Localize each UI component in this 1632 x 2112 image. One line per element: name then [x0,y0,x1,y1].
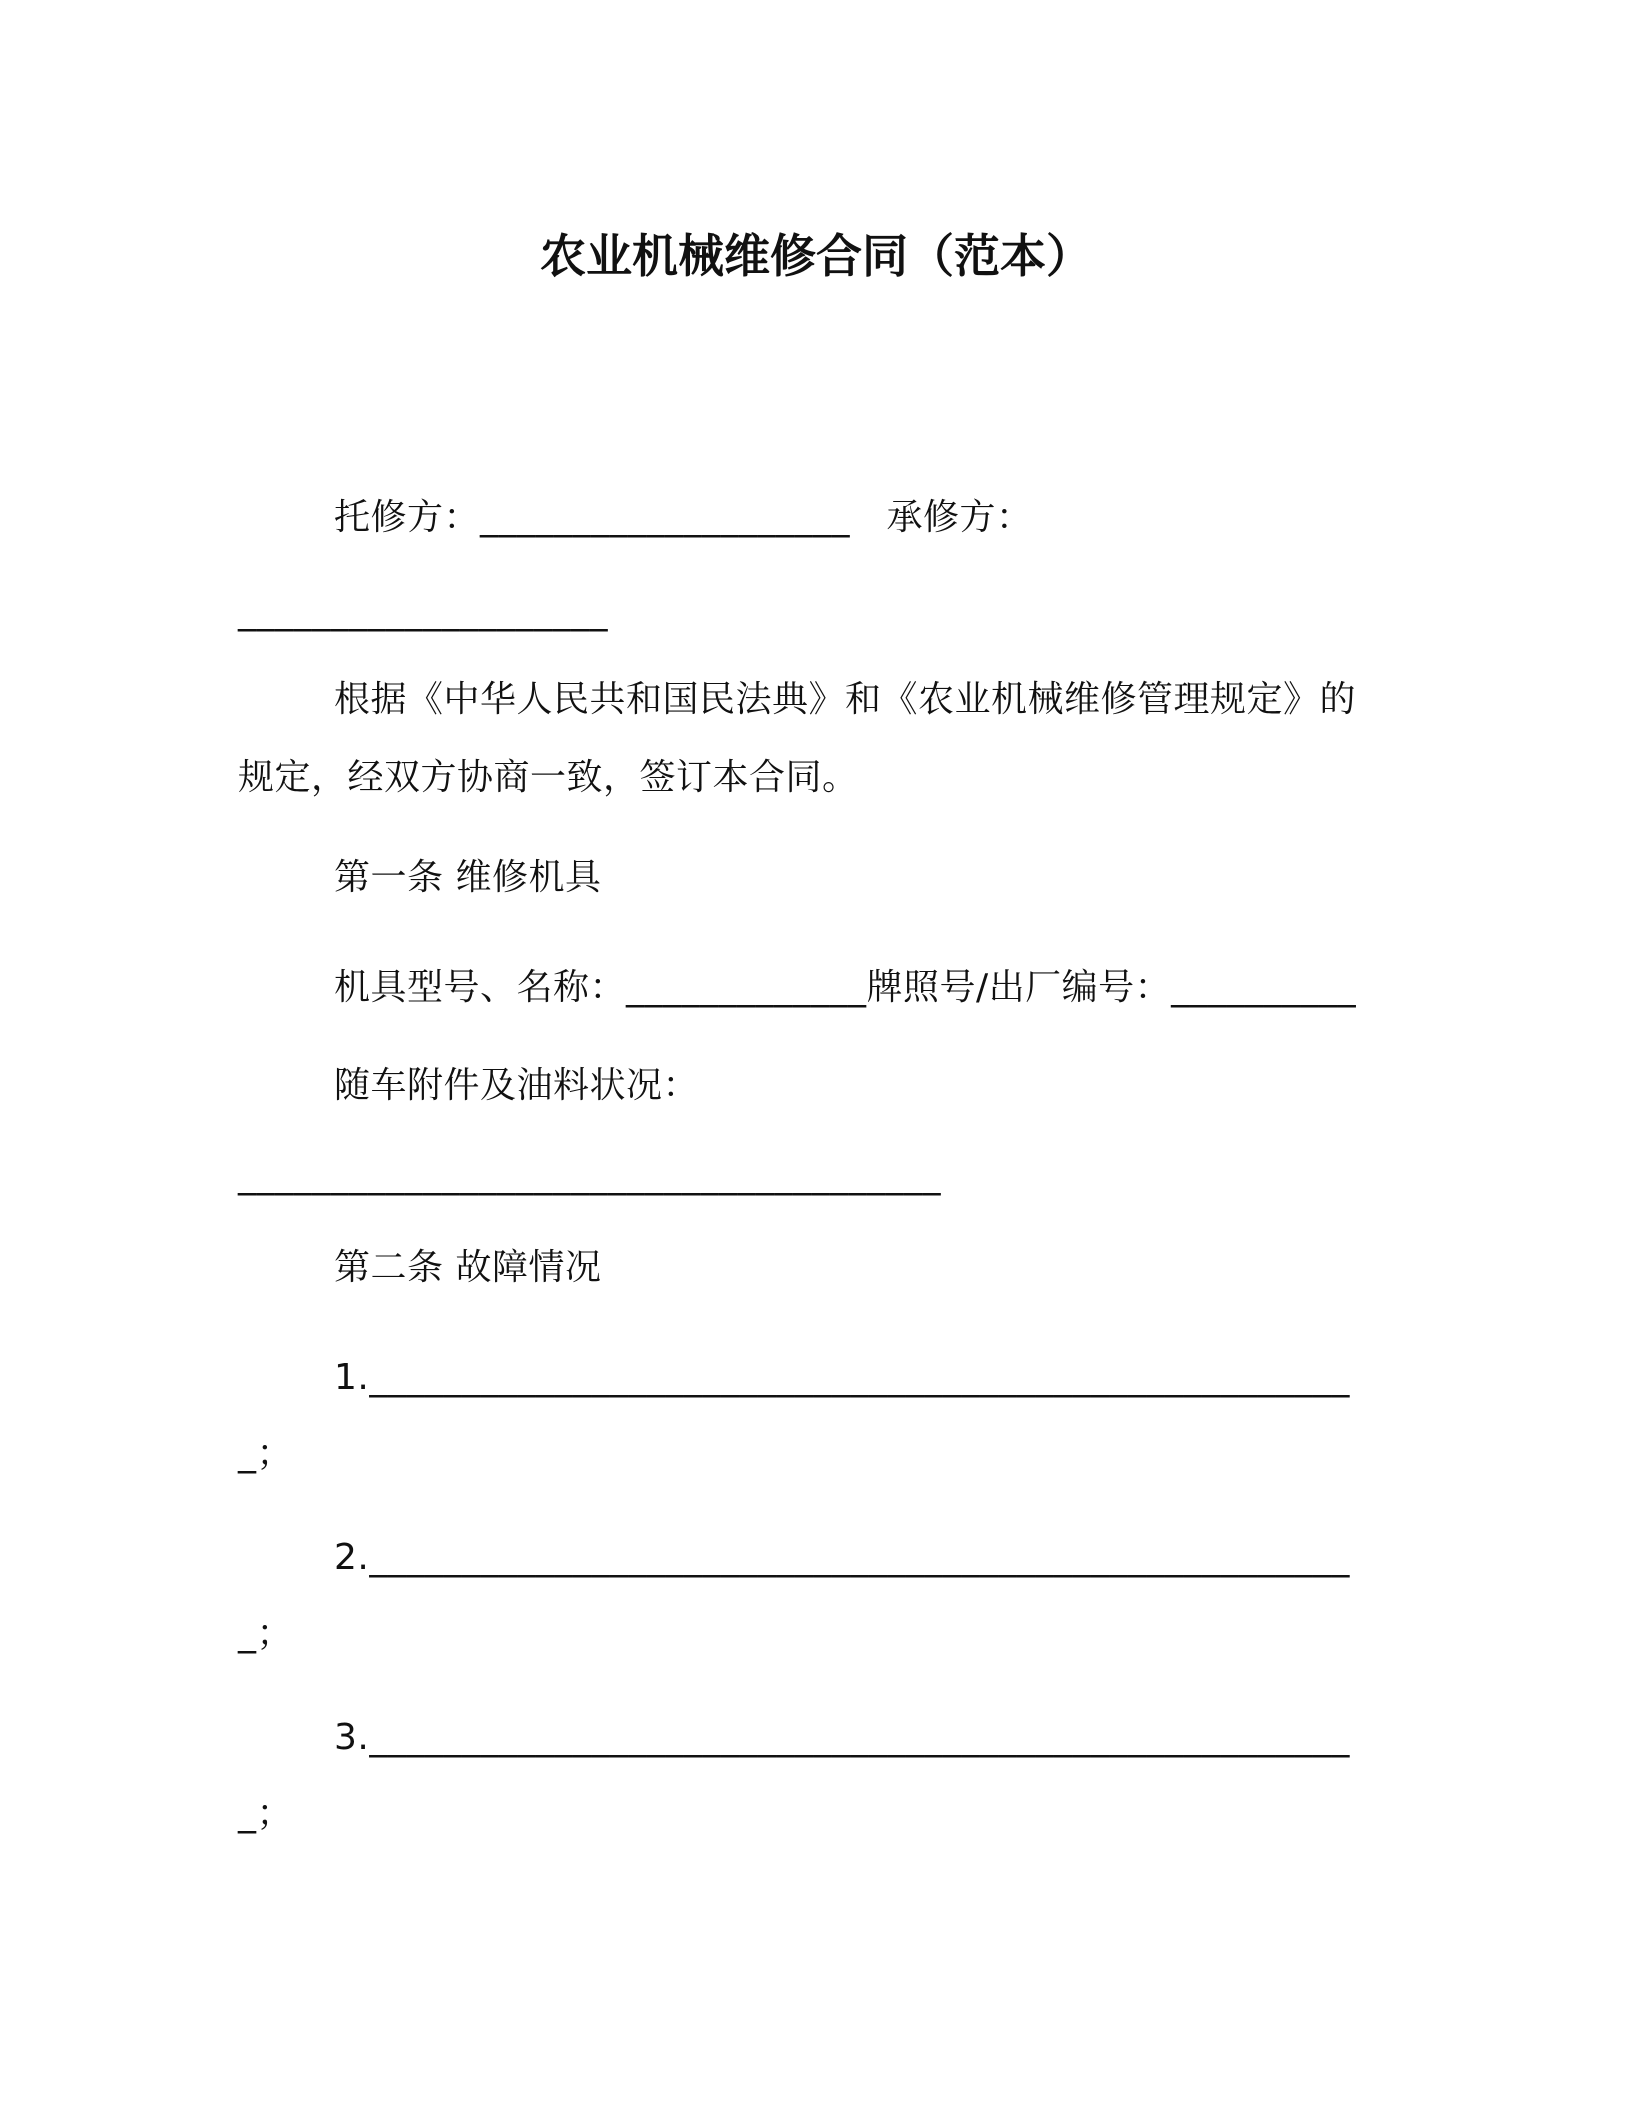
fault-item-3-continuation: _； [238,1793,294,1834]
preamble-line-2: 规定，经双方协商一致，签订本合同。 [238,757,859,798]
fault-item-2-continuation: _； [238,1613,294,1654]
machine-model-line: 机具型号、名称：_____________牌照号/出厂编号：__________ [334,967,1357,1008]
preamble-line-1: 根据《中华人民共和国民法典》和《农业机械维修管理规定》的 [334,679,1357,720]
accessories-blank: ______________________________________ [238,1155,941,1196]
fault-item-2: 2._____________________________________________________ [334,1537,1350,1578]
article-1-heading: 第一条 维修机具 [334,857,602,898]
fault-item-3: 3._____________________________________________________ [334,1717,1350,1758]
fault-item-1: 1._____________________________________________________ [334,1357,1350,1398]
accessories-label: 随车附件及油料状况： [334,1065,700,1106]
parties-line: 托修方：____________________ 承修方： [334,497,1033,538]
document-title: 农业机械维修合同（范本） [540,229,1092,283]
article-2-heading: 第二条 故障情况 [334,1247,602,1288]
parties-line-continuation: ____________________ [238,591,608,632]
fault-item-1-continuation: _； [238,1433,294,1474]
